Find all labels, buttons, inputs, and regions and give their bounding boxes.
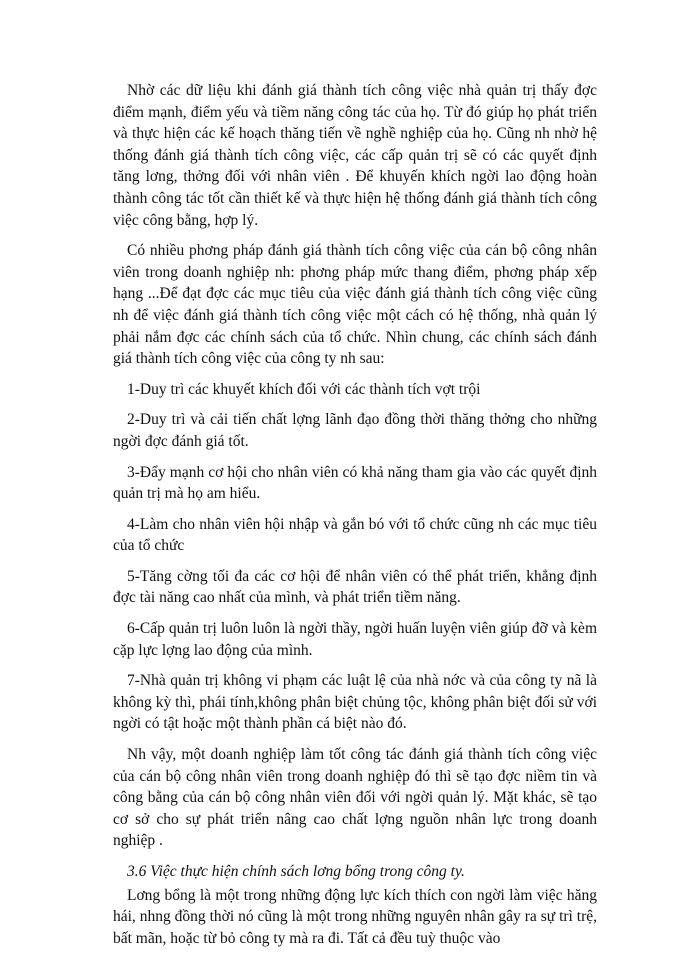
policy-item-7: 7-Nhà quản trị không vi phạm các luật lệ của nhà nớc và của công ty nã là không kỳ thì, phái tính,không phân biệt chủng tộc, không phân biệt đối sử với ngời có tật hoặc một thành phần cá biệt nào đó. — [113, 672, 597, 733]
policy-item-1: 1-Duy trì các khuyết khích đối với các thành tích vợt trội — [127, 380, 481, 398]
policy-item-6: 6-Cấp quản trị luôn luôn là ngời thầy, ngời huấn luyện viên giúp đỡ và kèm cặp lực lợng lao động của mình. — [113, 620, 597, 659]
section-heading-3-6: 3.6 Việc thực hiện chính sách lơng bổng trong công ty. — [127, 863, 465, 880]
policy-item-5: 5-Tăng cờng tối đa các cơ hội để nhân viên có thể phát triển, khẳng định đợc tài năng cao nhất của mình, và phát triển tiềm năng. — [113, 567, 597, 607]
paragraph-evaluation-benefits: Nhờ các dữ liệu khi đánh giá thành tích công việc nhà quản trị thấy đợc điểm mạnh, điểm yếu và tiềm năng công tác của họ. Từ đó giúp họ phát triển và thực hiện các kế hoạch thăng tiến về nghề nghiệp của họ. Cũng nh nhờ hệ thống đánh giá thành tích công việc, các cấp quản trị sẽ có các quyết định tăng lơng, thởng đối với nhân viên . Để khuyến khích ngời lao động hoàn thành công tác tốt cần thiết kế và thực hiện hệ thống đánh giá thành tích công việc công bằng, hợp lý. — [113, 82, 597, 229]
policy-item-3: 3-Đẩy mạnh cơ hội cho nhân viên có khả năng tham gia vào các quyết định quản trị mà họ am hiểu. — [113, 463, 597, 503]
paragraph-salary-intro: Lơng bổng là một trong những động lực kích thích con ngời làm việc hăng hái, nhng đồng thời nó cũng là một trong những nguyên nhân gây ra sự trì trệ, bất mãn, hoặc từ bỏ công ty mà ra đi. Tất cả đều tuỳ thuộc vào — [113, 886, 597, 947]
paragraph-conclusion: Nh vậy, một doanh nghiệp làm tốt công tác đánh giá thành tích công việc của cán bộ công nhân viên trong doanh nghiệp đó thì sẽ tạo đợc niềm tin và công bằng của cán bộ công nhân viên đối với ngời quản lý. Mặt khác, sẽ tạo cơ sở cho sự phát triển nâng cao chất lợng nguồn nhân lực trong doanh nghiệp . — [113, 746, 597, 850]
policy-item-4: 4-Làm cho nhân viên hội nhập và gắn bó với tổ chức cũng nh các mục tiêu của tổ chức — [113, 515, 597, 555]
paragraph-evaluation-methods: Có nhiều phơng pháp đánh giá thành tích công việc của cán bộ công nhân viên trong doanh nghiệp nh: phơng pháp mức thang điểm, phơng pháp xếp hạng ...Để đạt đợc các mục tiêu của việc đánh giá thành tích công việc cũng nh để việc đánh giá thành tích công việc một cách có hệ thống, nhà quản lý phải nắm đợc các chính sách của tổ chức. Nhìn chung, các chính sách đánh giá thành tích công việc của công ty nh sau: — [113, 242, 597, 368]
policy-item-2: 2-Duy trì và cải tiến chất lợng lãnh đạo đồng thời thăng thởng cho những ngời đợc đánh giá tốt. — [113, 411, 597, 450]
document-page — [113, 80, 597, 958]
